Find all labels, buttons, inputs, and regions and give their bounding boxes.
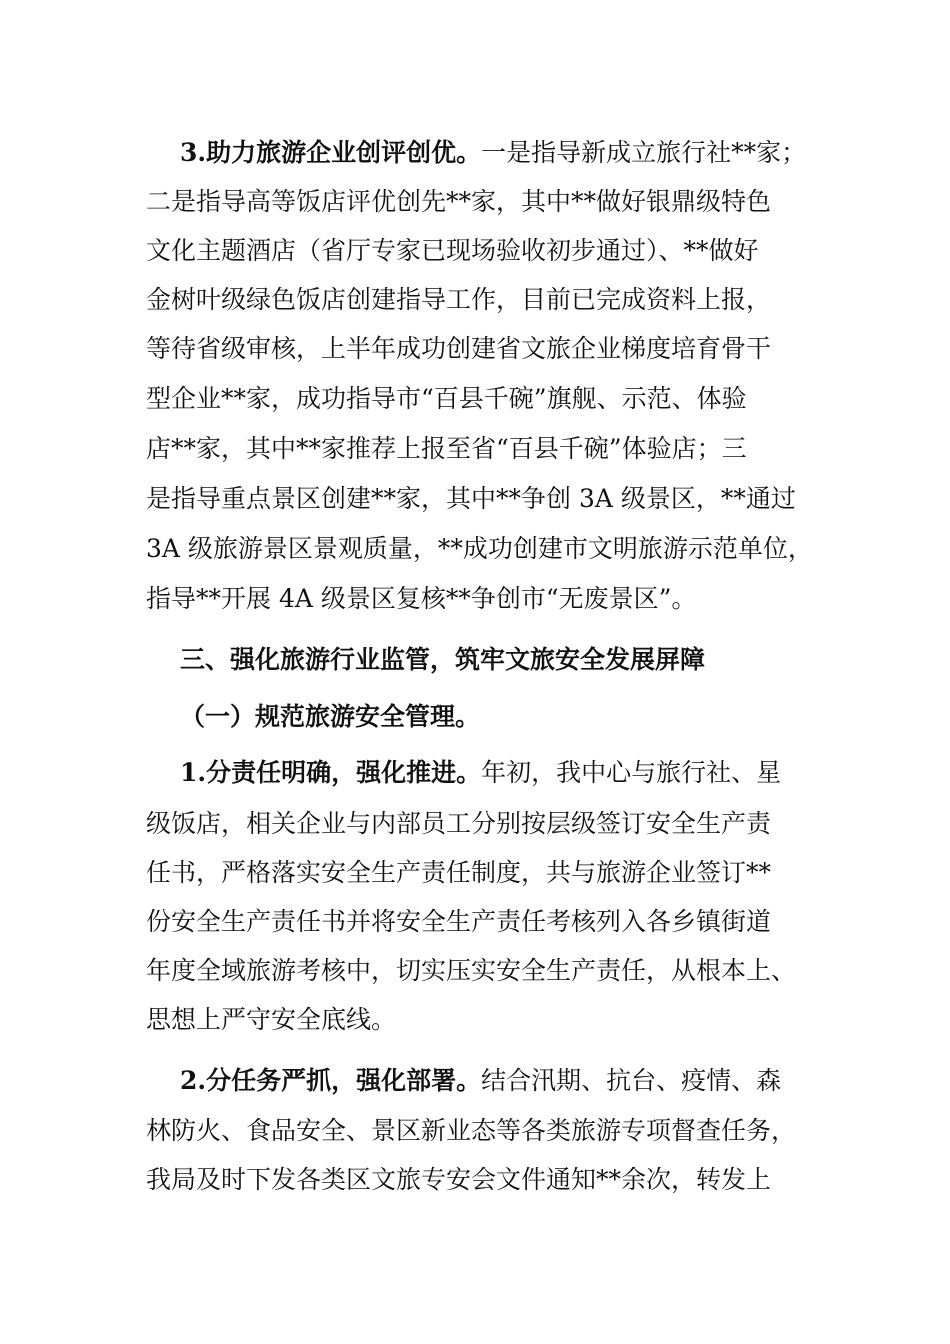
para2-line1: [180, 748, 860, 798]
para1-line10: 指导**开展 4A 级景区复核**争创市“无废景区”。: [146, 584, 697, 613]
para2-line2: 级饭店，相关企业与内部员工分别按层级签订安全生产责: [146, 809, 772, 838]
para1-line5: 等待省级审核，上半年成功创建省文旅企业梯度培育骨干: [146, 334, 772, 363]
para1-line3: 文化主题酒店（省厅专家已现场验收初步通过）、**做好: [146, 236, 759, 265]
para1-line8: 是指导重点景区创建**家，其中**争创 3A 级景区，**通过: [146, 484, 796, 513]
para2-line6: 思想上严守安全底线。: [146, 1005, 397, 1034]
para1-line6: 型企业**家，成功指导市“百县千碗”旗舰、示范、体验: [146, 384, 747, 413]
para3-text: 结合汛期、抗台、疫情、森: [481, 1066, 782, 1095]
para3-line2: 林防火、食品安全、景区新业态等各类旅游专项督查任务，: [146, 1116, 797, 1145]
section-heading-3: 三、强化旅游行业监管，筑牢文旅安全发展屏障: [180, 645, 706, 674]
para2-line4: 份安全生产责任书并将安全生产责任考核列入各乡镇街道: [146, 907, 772, 936]
para1-text: 一是指导新成立旅行社**家；: [481, 138, 807, 167]
para3-title: 2.分任务严抓，强化部署。: [180, 1066, 482, 1095]
para1-line1: [180, 128, 860, 178]
para2-text: 年初，我中心与旅行社、星: [481, 758, 782, 787]
para1-line4: 金树叶级绿色饭店创建指导工作，目前已完成资料上报，: [146, 285, 772, 314]
para3-line1: [180, 1056, 860, 1106]
para2-line5: 年度全域旅游考核中，切实压实安全生产责任，从根本上、: [146, 956, 797, 985]
para1-line7: 店**家，其中**家推荐上报至省“百县千碗”体验店；三: [146, 434, 747, 463]
para2-title: 1.分责任明确，强化推进。: [180, 758, 482, 787]
subsection-heading-1: （一）规范旅游安全管理。: [180, 702, 481, 731]
para1-line9: 3A 级旅游景区景观质量，**成功创建市文明旅游示范单位，: [146, 534, 813, 563]
para1-line2: 二是指导高等饭店评优创先**家，其中**做好银鼎级特色: [146, 187, 772, 216]
para1-title: 3.助力旅游企业创评创优。: [180, 138, 482, 167]
para3-line3: 我局及时下发各类区文旅专安会文件通知**余次，转发上: [146, 1165, 772, 1194]
para2-line3: 任书，严格落实安全生产责任制度，共与旅游企业签订**: [146, 858, 772, 887]
